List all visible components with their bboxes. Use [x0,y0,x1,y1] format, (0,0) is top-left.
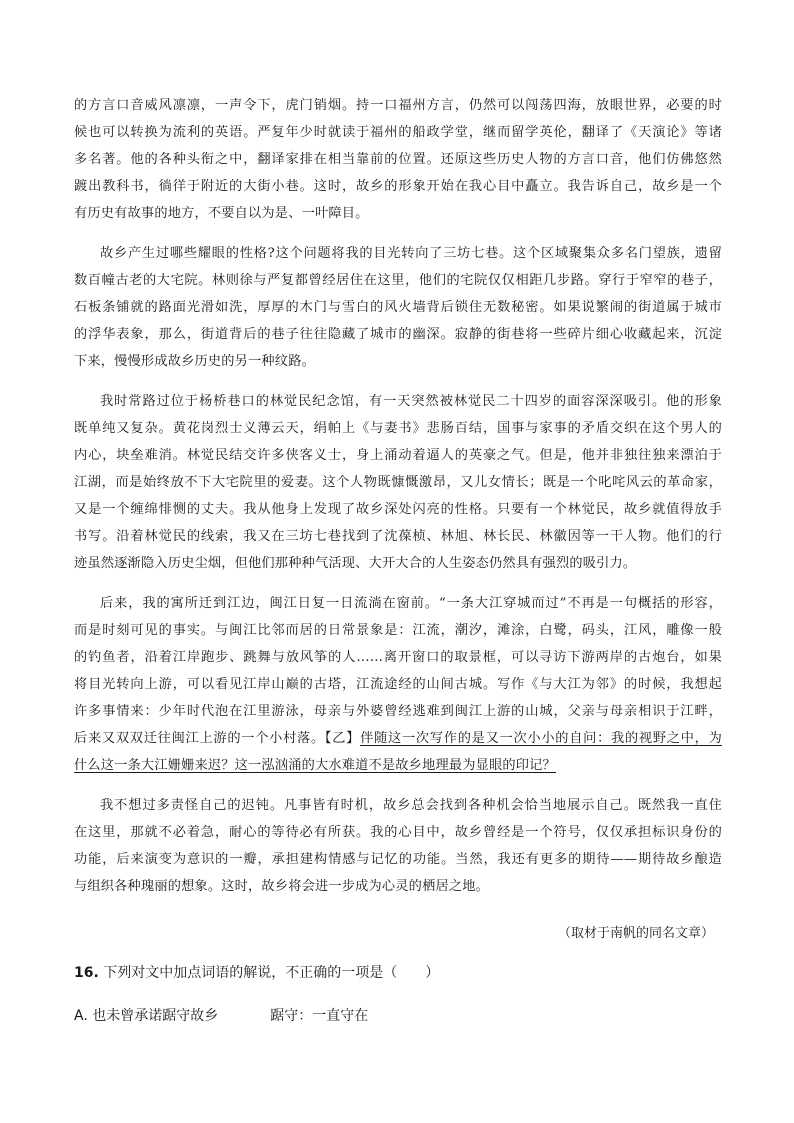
question-number: 16. [74,965,99,981]
paragraph-4 [74,590,722,779]
text-line: 候也可以转换为流利的英语。严复年少时就读于福州的船政学堂，继而留学英伦，翻译了《天演论》等诸 [74,125,722,140]
text-line: 我不想过多责怪自己的迟钝。凡事皆有时机，故乡总会找到各种机会恰当地展示自己。既然我一直住 [100,798,722,813]
text-line: 将目光转向上游，可以看见江岸山巅的古塔，江流途经的山间古城。写作《与大江为邻》的时候，我想起 [74,677,722,692]
text-line: 多名著。他的各种头衔之中，翻译家排在相当靠前的位置。还原这些历史人物的方言口音，他们仿佛悠然 [74,152,722,167]
text-line: 我时常路过位于杨桥巷口的林觉民纪念馆，有一天突然被林觉民二十四岁的面容深深吸引。他的形象 [100,394,722,409]
text-line: 而是时刻可见的事实。与闽江比邻而居的日常景象是：江流，潮汐，滩涂，白鹭，码头，江风，雕像一般 [74,623,722,638]
text-line: 的钓鱼者，沿着江岸跑步、跳舞与放风筝的人……离开窗口的取景框，可以寻访下游两岸的古炮台，如果 [74,650,722,665]
text-line-underlined: 什么这一条大江姗姗来迟？这一泓汹涌的大水难道不是故乡地理最为显眼的印记？ [74,758,556,773]
text-line: 踱出教科书，徜徉于附近的大街小巷。这时，故乡的形象开始在我心目中矗立。我告诉自己，故乡是一个 [74,179,722,194]
text-line: 在这里，那就不必着急，耐心的等待必有所获。我的心目中，故乡曾经是一个符号，仅仅承担标识身份的 [74,825,722,840]
text-segment: 后来又双双迁往闽江上游的一个小村落。【乙】 [74,731,361,746]
text-line: 下来，慢慢形成故乡历史的另一种纹路。 [74,354,315,369]
option-a-explanation: 踞守：一直守在 [270,1008,369,1024]
text-line: 既单纯又复杂。黄花岗烈士义薄云天，绢帕上《与妻书》悲肠百结，国事与家事的矛盾交织在这个男人的 [74,421,722,436]
text-line: 内心，块垒难消。林觉民结交许多侠客义士，身上涌动着逼人的英豪之气。但是，他并非独往独来漂泊于 [74,448,722,463]
underlined-segment: 伴随这一次写作的是又一次小小的自问：我的视野之中，为 [360,731,722,746]
paragraph-2 [74,240,722,375]
paragraph-3 [74,388,722,577]
source-note: （取材于南帆的同名文章） [557,926,714,941]
text-line: 江湖，而是始终放不下大宅院里的爱妻。这个人物既慷慨激昂，又儿女情长；既是一个叱咤风云的革命家， [74,475,722,490]
option-a-label: A. 也未曾承诺踞守故乡 [74,1008,219,1024]
text-line: 功能，后来演变为意识的一瓣，承担建构情感与记忆的功能。当然，我还有更多的期待——期待故乡酿造 [74,852,722,867]
text-line-underlined-part [74,725,722,752]
text-line: 又是一个缠绵悱恻的丈夫。我从他身上发现了故乡深处闪亮的性格。只要有一个林觉民，故乡就值得放手 [74,502,722,517]
paragraph-5 [74,792,722,900]
text-line: 后来，我的寓所迁到江边，闽江日复一日流淌在窗前。“一条大江穿城而过”不再是一句概括的形容， [100,596,722,611]
text-line: 的浮华表象，那么，街道背后的巷子往往隐藏了城市的幽深。寂静的街巷将一些碎片细心收藏起来，沉淀 [74,327,722,342]
text-line: 的方言口音威风凛凛，一声令下，虎门销烟。持一口福州方言，仍然可以闯荡四海，放眼世界，必要的时 [74,98,722,113]
text-line: 与组织各种瑰丽的想象。这时，故乡将会进一步成为心灵的栖居之地。 [74,879,490,894]
text-line: 有历史有故事的地方，不要自以为是、一叶障目。 [74,206,369,221]
text-line: 故乡产生过哪些耀眼的性格?这个问题将我的目光转向了三坊七巷。这个区域聚集众多名门望族，遗留 [100,246,722,261]
text-line: 许多事情来：少年时代泡在江里游泳，母亲与外婆曾经逃难到闽江上游的山城，父亲与母亲相识于江畔， [74,704,722,719]
question-text: 下列对文中加点词语的解说，不正确的一项是（ ） [103,965,440,981]
text-line: 迹虽然逐渐隐入历史尘烟，但他们那种种气活现、大开大合的人生姿态仍然具有强烈的吸引力。 [74,556,637,571]
option-a[interactable] [74,1005,368,1025]
text-line: 书写。沿着林觉民的线索，我又在三坊七巷找到了沈葆桢、林旭、林长民、林徽因等一干人物。他们的行 [74,529,722,544]
question-16 [74,962,439,982]
text-line: 数百幢古老的大宅院。林则徐与严复都曾经居住在这里，他们的宅院仅仅相距几步路。穿行于窄窄的巷子， [74,273,722,288]
paragraph-1 [74,92,722,227]
text-line: 石板条铺就的路面光滑如洗，厚厚的木门与雪白的风火墙背后锁住无数秘密。如果说繁闹的街道属于城市 [74,300,722,315]
